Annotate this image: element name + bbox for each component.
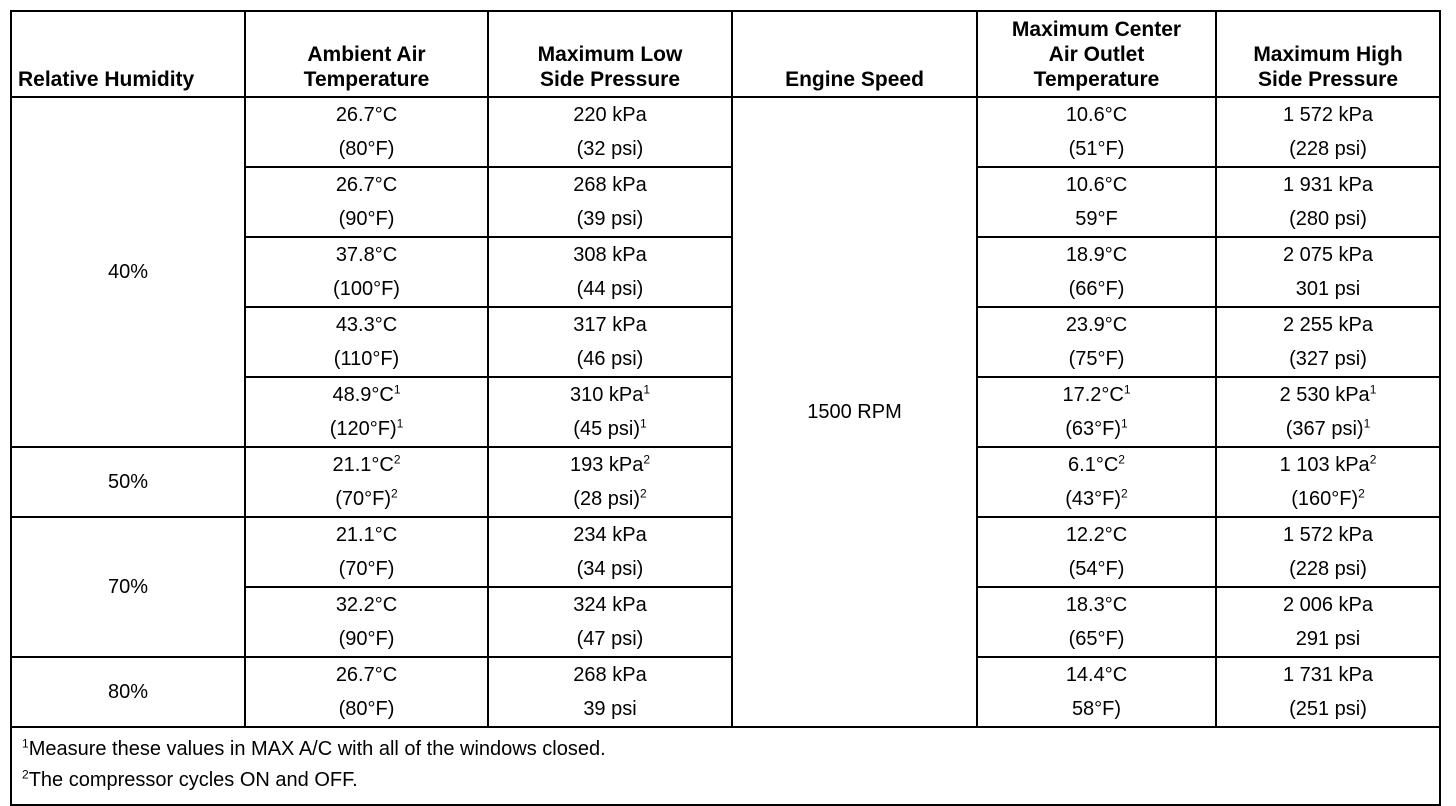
- outlet-temp-cell: 12.2°C (54°F): [977, 517, 1216, 587]
- header-max-center-air-outlet-temperature: Maximum Center Air Outlet Temperature: [977, 11, 1216, 97]
- footnote-marker: 2: [1118, 452, 1125, 467]
- outlet-temp-cell: 10.6°C 59°F: [977, 167, 1216, 237]
- footnotes: [11, 727, 1440, 805]
- ambient-temp-cell: $21.1^\circ C^2$ $(70^\circ F)^2$: [245, 447, 488, 517]
- high-side-pressure-cell: 1 103 kPa$^2$ $(160^\circ F)^2$: [1216, 447, 1440, 517]
- low-side-pressure-cell: 310 kPa$^1$ (45 psi)$^1$: [488, 377, 732, 447]
- footnote-marker: 2: [643, 452, 651, 467]
- ambient-temp-cell: 26.7°C (90°F): [245, 167, 488, 237]
- footnote-marker: 2: [393, 452, 401, 467]
- footnote-marker: 1: [1369, 382, 1377, 397]
- high-side-pressure-cell: 2 006 kPa 291 psi: [1216, 587, 1440, 657]
- table-row: [11, 517, 1440, 587]
- high-side-pressure-cell: 2 075 kPa 301 psi: [1216, 237, 1440, 307]
- footnote-2: $^2$The compressor cycles ON and OFF.: [22, 767, 358, 791]
- header-row: [11, 11, 1440, 97]
- footnote-marker: 2: [640, 486, 647, 501]
- ambient-temp-cell: $48.9^\circ C^1$ $(120^\circ F)^1$: [245, 377, 488, 447]
- footnote-marker: 1: [1363, 416, 1371, 431]
- table-row: [11, 97, 1440, 167]
- low-side-pressure-cell: 324 kPa (47 psi): [488, 587, 732, 657]
- ambient-temp-cell: 37.8°C (100°F): [245, 237, 488, 307]
- footnote-marker: 2: [1121, 486, 1128, 501]
- ambient-temp-cell: 26.7°C (80°F): [245, 657, 488, 727]
- ac-performance-table: [10, 10, 1441, 806]
- humidity-cell: 50%: [11, 447, 245, 517]
- low-side-pressure-cell: 193 kPa$^2$ (28 psi)$^2$: [488, 447, 732, 517]
- humidity-cell: 40%: [11, 97, 245, 447]
- high-side-pressure-cell: 1 731 kPa (251 psi): [1216, 657, 1440, 727]
- low-side-pressure-cell: 317 kPa (46 psi): [488, 307, 732, 377]
- low-side-pressure-cell: 308 kPa (44 psi): [488, 237, 732, 307]
- footnote-marker: 1: [643, 382, 651, 397]
- footnote-marker: 1: [22, 736, 29, 751]
- humidity-cell: 80%: [11, 657, 245, 727]
- footnote-marker: 2: [1358, 486, 1365, 501]
- footnote-marker: 1: [640, 416, 647, 431]
- footnote-marker: 2: [391, 486, 398, 501]
- high-side-pressure-cell: 1 572 kPa (228 psi): [1216, 517, 1440, 587]
- footnotes-row: [11, 727, 1440, 805]
- footnote-marker: 2: [22, 767, 29, 782]
- low-side-pressure-cell: 268 kPa (39 psi): [488, 167, 732, 237]
- ambient-temp-cell: 43.3°C (110°F): [245, 307, 488, 377]
- footnote-marker: 1: [1121, 416, 1128, 431]
- outlet-temp-cell: 18.9°C (66°F): [977, 237, 1216, 307]
- table-row: [11, 447, 1440, 517]
- outlet-temp-cell: 10.6°C (51°F): [977, 97, 1216, 167]
- outlet-temp-cell: 14.4°C 58°F): [977, 657, 1216, 727]
- footnote-marker: 2: [1369, 452, 1377, 467]
- high-side-pressure-cell: 2 530 kPa$^1$ (367 psi)$^1$: [1216, 377, 1440, 447]
- footnote-marker: 1: [1123, 382, 1131, 397]
- header-max-low-side-pressure: Maximum Low Side Pressure: [488, 11, 732, 97]
- footnote-marker: 1: [393, 382, 401, 397]
- high-side-pressure-cell: 1 931 kPa (280 psi): [1216, 167, 1440, 237]
- low-side-pressure-cell: 220 kPa (32 psi): [488, 97, 732, 167]
- header-ambient-air-temperature: Ambient Air Temperature: [245, 11, 488, 97]
- high-side-pressure-cell: 2 255 kPa (327 psi): [1216, 307, 1440, 377]
- ambient-temp-cell: 21.1°C (70°F): [245, 517, 488, 587]
- outlet-temp-cell: $17.2^\circ C^1$ $(63^\circ F)^1$: [977, 377, 1216, 447]
- low-side-pressure-cell: 268 kPa 39 psi: [488, 657, 732, 727]
- table-row: [11, 657, 1440, 727]
- ambient-temp-cell: 32.2°C (90°F): [245, 587, 488, 657]
- footnote-1: $^1$Measure these values in MAX A/C with all of the windows closed.: [22, 736, 606, 760]
- ambient-temp-cell: 26.7°C (80°F): [245, 97, 488, 167]
- outlet-temp-cell: 18.3°C (65°F): [977, 587, 1216, 657]
- outlet-temp-cell: 23.9°C (75°F): [977, 307, 1216, 377]
- header-max-high-side-pressure: Maximum High Side Pressure: [1216, 11, 1440, 97]
- header-engine-speed: Engine Speed: [732, 11, 977, 97]
- high-side-pressure-cell: 1 572 kPa (228 psi): [1216, 97, 1440, 167]
- low-side-pressure-cell: 234 kPa (34 psi): [488, 517, 732, 587]
- outlet-temp-cell: $6.1^\circ C^2$ $(43^\circ F)^2$: [977, 447, 1216, 517]
- humidity-cell: 70%: [11, 517, 245, 657]
- footnote-marker: 1: [396, 416, 404, 431]
- header-relative-humidity: Relative Humidity: [11, 11, 245, 97]
- engine-speed-cell: 1500 RPM: [732, 97, 977, 727]
